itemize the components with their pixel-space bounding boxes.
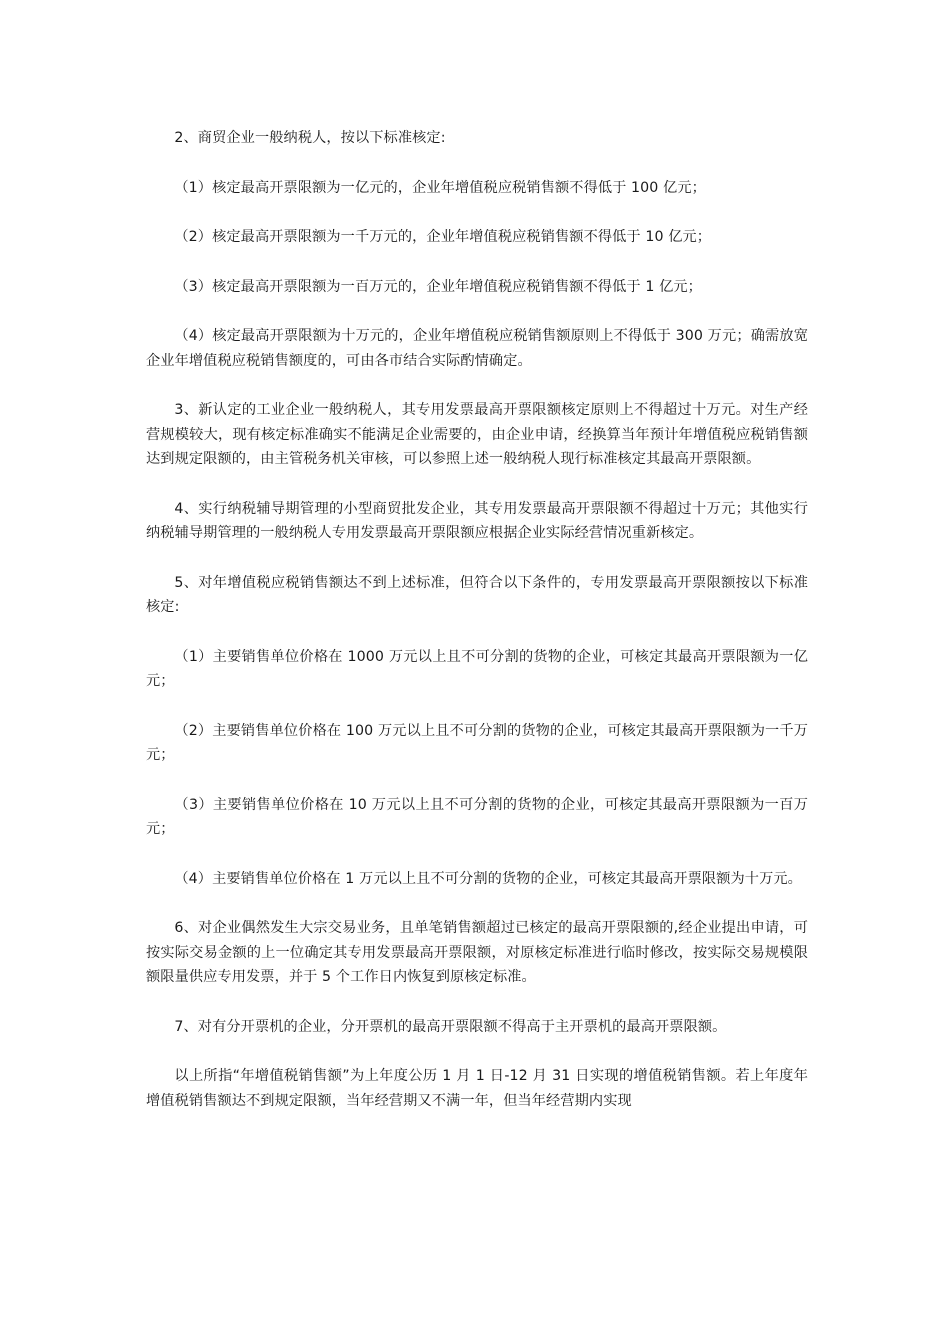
paragraph-commercial-taxpayer-heading: 2、商贸企业一般纳税人，按以下标准核定: — [174, 130, 446, 146]
document-body — [146, 126, 808, 1113]
paragraph-item-4-100k: （4）核定最高开票限额为十万元的，企业年增值税应税销售额原则上不得低于 300 万元；确需放宽企业年增值税应税销售额度的，可由各市结合实际酌情确定。 — [146, 328, 808, 369]
paragraph-condition-3: （3）主要销售单位价格在 10 万元以上且不可分割的货物的企业，可核定其最高开票限额为一百万元； — [146, 796, 808, 837]
paragraph-condition-4: （4）主要销售单位价格在 1 万元以上且不可分割的货物的企业，可核定其最高开票限额为十万元。 — [174, 870, 802, 887]
paragraph-section-6-bulk-transaction: 6、对企业偶然发生大宗交易业务，且单笔销售额超过已核定的最高开票限额的,经企业提出申请，可按实际交易金额的上一位确定其专用发票最高开票限额，对原核定标准进行临时修改，按实际交易规模限额限量供应专用发票，并于 5 个工作日内恢复到原核定标准。 — [146, 920, 808, 985]
paragraph-section-5-conditions: 5、对年增值税应税销售额达不到上述标准，但符合以下条件的，专用发票最高开票限额按以下标准核定: — [146, 574, 808, 615]
paragraph-item-3-1m: （3）核定最高开票限额为一百万元的，企业年增值税应税销售额不得低于 1 亿元； — [174, 278, 702, 295]
paragraph-item-1-100m: （1）核定最高开票限额为一亿元的，企业年增值税应税销售额不得低于 100 亿元； — [174, 179, 706, 196]
paragraph-section-3-industrial: 3、新认定的工业企业一般纳税人，其专用发票最高开票限额核定原则上不得超过十万元。对生产经营规模较大，现有核定标准确实不能满足企业需要的，由企业申请，经换算当年预计年增值税应税销售额达到规定限额的，由主管税务机关审核，可以参照上述一般纳税人现行标准核定其最高开票限额。 — [146, 402, 808, 467]
paragraph-section-7-sub-invoice-machine: 7、对有分开票机的企业，分开票机的最高开票限额不得高于主开票机的最高开票限额。 — [174, 1018, 727, 1035]
paragraph-section-4-tutoring-period: 4、实行纳税辅导期管理的小型商贸批发企业，其专用发票最高开票限额不得超过十万元；其他实行纳税辅导期管理的一般纳税人专用发票最高开票限额应根据企业实际经营情况重新核定。 — [146, 500, 808, 541]
paragraph-condition-2: （2）主要销售单位价格在 100 万元以上且不可分割的货物的企业，可核定其最高开票限额为一千万元； — [146, 722, 808, 763]
paragraph-item-2-10m: （2）核定最高开票限额为一千万元的，企业年增值税应税销售额不得低于 10 亿元； — [174, 229, 712, 245]
paragraph-definition-annual-sales: 以上所指“年增值税销售额”为上年度公历 1 月 1 日-12 月 31 日实现的增值税销售额。若上年度年增值税销售额达不到规定限额，当年经营期又不满一年，但当年经营期内实现 — [146, 1068, 808, 1109]
paragraph-condition-1: （1）主要销售单位价格在 1000 万元以上且不可分割的货物的企业，可核定其最高开票限额为一亿元； — [146, 648, 808, 689]
